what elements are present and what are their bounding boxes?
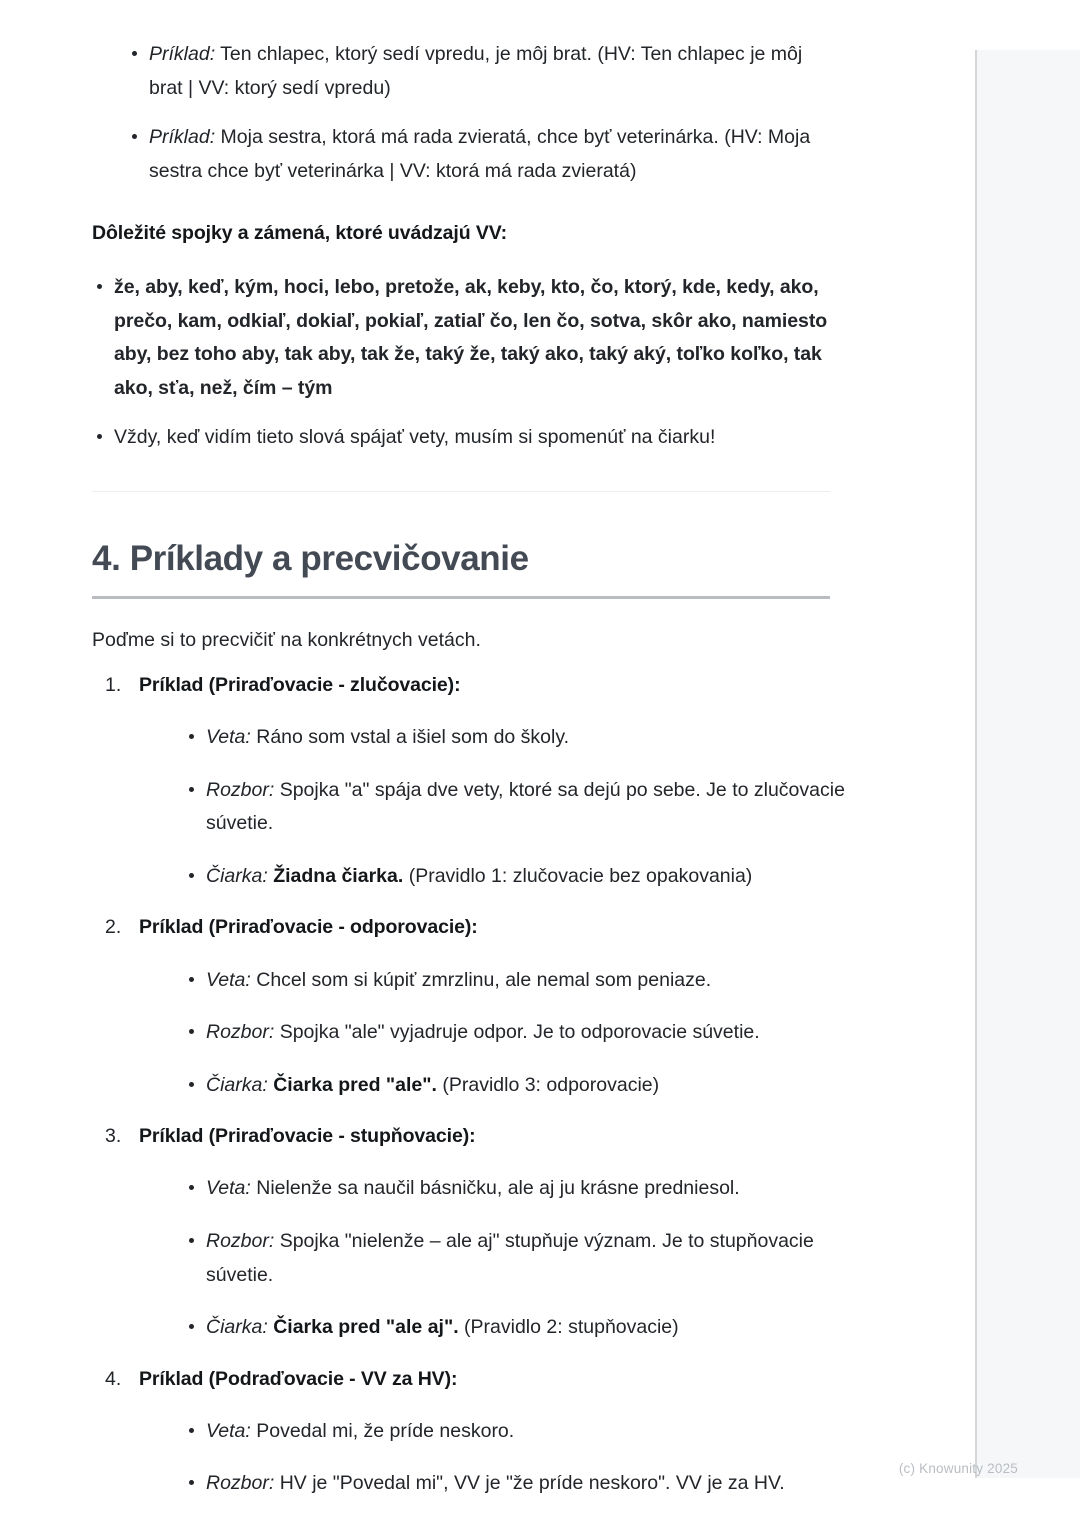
list-item (184, 721, 845, 755)
detail-label: Rozbor: (206, 1229, 275, 1252)
list-item (105, 670, 845, 893)
example-title: Príklad (Podraďovacie - VV za HV): (139, 1367, 458, 1390)
section-divider-bottom (92, 596, 830, 599)
list-item (105, 1121, 845, 1344)
right-side-panel (975, 50, 1080, 1478)
detail-text: Nielenže sa naučil básničku, ale aj ju krásne predniesol. (250, 1177, 740, 1200)
detail-label: Veta: (206, 968, 251, 991)
detail-label: Čiarka: (206, 1073, 268, 1096)
list-item (184, 1225, 845, 1292)
example-detail-list (139, 1415, 845, 1501)
detail-label: Rozbor: (206, 1472, 275, 1495)
detail-label: Veta: (206, 726, 251, 749)
list-item (184, 1415, 845, 1449)
list-item (105, 912, 845, 1102)
copyright-watermark: (c) Knowunity 2025 (898, 1461, 1018, 1476)
example-title: Príklad (Priraďovacie - stupňovacie): (139, 1125, 476, 1148)
detail-note: (Pravidlo 3: odporovacie) (436, 1073, 660, 1096)
example-text: Ten chlapec, ktorý sedí vpredu, je môj brat. (HV: Ten chlapec je môj brat | VV: ktorý sedí vpredu) (149, 43, 803, 99)
detail-emphasis: Žiadna čiarka. (273, 864, 404, 887)
list-item (127, 38, 845, 105)
list-item (184, 774, 845, 841)
example-label: Príklad: (149, 43, 216, 65)
list-item (184, 1172, 845, 1206)
section-divider-top (92, 491, 830, 492)
example-text: Moja sestra, ktorá má rada zvieratá, chce byť veterinárka. (HV: Moja sestra chce byť veterinárka | VV: ktorá má rada zvieratá) (149, 126, 811, 182)
section-lead-text: Poďme si to precvičiť na konkrétnych vetách. (92, 628, 481, 651)
list-item (184, 1467, 845, 1501)
detail-note: (Pravidlo 1: zlučovacie bez opakovania) (403, 864, 753, 887)
detail-text: Spojka "ale" vyjadruje odpor. Je to odporovacie súvetie. (274, 1021, 760, 1044)
page-title: 4. Príklady a precvičovanie (92, 538, 529, 578)
example-detail-list (139, 1172, 845, 1344)
detail-label: Rozbor: (206, 778, 275, 801)
detail-text: HV je "Povedal mi", VV je "že príde neskoro". VV je za HV. (274, 1472, 785, 1495)
top-examples-list (92, 38, 845, 188)
conjunctions-list (92, 271, 845, 455)
conjunctions-heading: Dôležité spojky a zámená, ktoré uvádzajú VV: (92, 222, 507, 245)
list-item (184, 1016, 845, 1050)
example-label: Príklad: (149, 126, 216, 149)
list-item (105, 1364, 845, 1501)
example-title: Príklad (Priraďovacie - odporovacie): (139, 916, 478, 939)
list-item: že, aby, keď, kým, hoci, lebo, pretože, ak, keby, kto, čo, ktorý, kde, kedy, ako, prečo, kam, odkiaľ, dokiaľ, pokiaľ, zatiaľ čo, len čo, sotva, skôr ako, namiesto aby, bez toho aby, tak aby, tak že, taký že, taký ako, taký aký, toľko koľko, tak ako, sťa, než, čím – tým (92, 271, 845, 405)
list-item (184, 860, 845, 894)
detail-label: Čiarka: (206, 1316, 268, 1339)
example-title: Príklad (Priraďovacie - zlučovacie): (139, 674, 461, 697)
detail-note: (Pravidlo 2: stupňovacie) (458, 1316, 679, 1339)
list-item (184, 964, 845, 998)
detail-text: Spojka "nielenže – ale aj" stupňuje význam. Je to stupňovacie súvetie. (206, 1229, 814, 1286)
example-detail-list (139, 721, 845, 893)
detail-label: Veta: (206, 1419, 251, 1442)
detail-text: Ráno som vstal a išiel som do školy. (250, 726, 570, 749)
example-detail-list (139, 964, 845, 1103)
detail-emphasis: Čiarka pred "ale". (273, 1073, 437, 1096)
list-item (184, 1311, 845, 1345)
detail-label: Rozbor: (206, 1021, 275, 1044)
detail-label: Čiarka: (206, 864, 268, 887)
list-item (184, 1069, 845, 1103)
list-item (127, 121, 845, 188)
examples-list (92, 670, 845, 1501)
detail-emphasis: Čiarka pred "ale aj". (273, 1316, 459, 1339)
detail-text: Povedal mi, že príde neskoro. (250, 1419, 515, 1442)
detail-text: Spojka "a" spája dve vety, ktoré sa dejú po sebe. Je to zlučovacie súvetie. (206, 778, 845, 835)
detail-text: Chcel som si kúpiť zmrzlinu, ale nemal som peniaze. (250, 968, 712, 991)
detail-label: Veta: (206, 1177, 251, 1200)
list-item: Vždy, keď vidím tieto slová spájať vety, musím si spomenúť na čiarku! (92, 421, 845, 455)
